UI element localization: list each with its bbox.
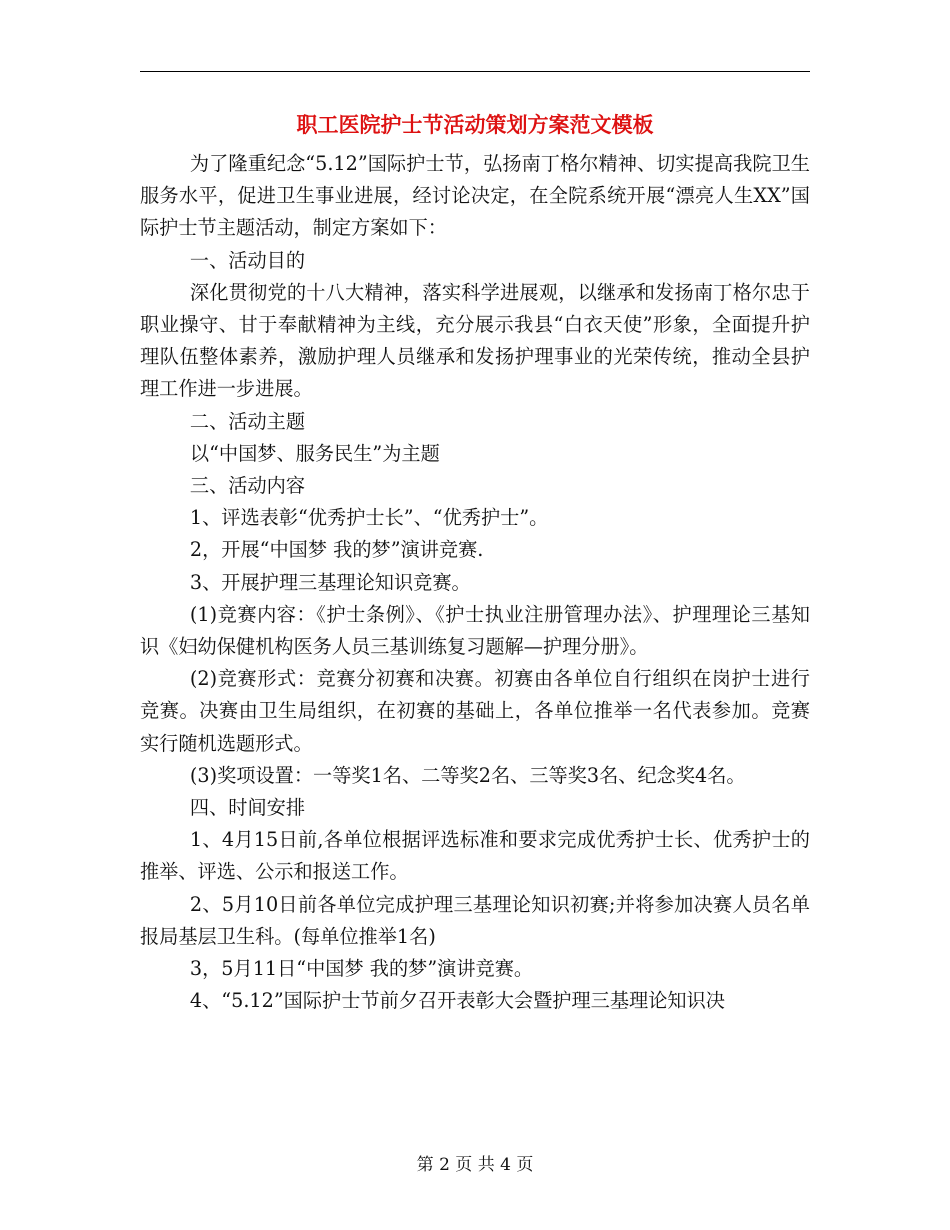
heading-purpose: 一、活动目的 xyxy=(189,248,306,272)
contest-content: (1)竞赛内容：《护士条例》、《护士执业注册管理办法》、护理理论三基知识《妇幼保健机构医务人员三基训练复习题解—护理分册》。 xyxy=(140,602,810,659)
schedule-item-1: 1、4月15日前,各单位根据评选标准和要求完成优秀护士长、优秀护士的推举、评选、公示和报送工作。 xyxy=(140,828,810,884)
content-item-3: 3、开展护理三基理论知识竞赛。 xyxy=(189,570,471,594)
heading-content: 三、活动内容 xyxy=(189,474,306,498)
header-rule xyxy=(140,71,810,72)
content-item-2: 2，开展“中国梦 我的梦”演讲竞赛. xyxy=(189,538,484,562)
heading-schedule: 四、时间安排 xyxy=(189,796,306,820)
contest-awards: (3)奖项设置：一等奖1名、二等奖2名、三等奖3名、纪念奖4名。 xyxy=(189,763,746,787)
paragraph-theme: 以“中国梦、服务民生”为主题 xyxy=(189,441,440,465)
schedule-item-3: 3，5月11日“中国梦 我的梦”演讲竞赛。 xyxy=(189,957,534,981)
heading-theme: 二、活动主题 xyxy=(189,409,306,433)
content-item-1: 1、评选表彰“优秀护士长”、“优秀护士”。 xyxy=(189,506,549,530)
page-number: 第 2 页 共 4 页 xyxy=(416,1155,534,1175)
paragraph-intro: 为了隆重纪念“5.12”国际护士节，弘扬南丁格尔精神、切实提高我院卫生服务水平，促进卫生事业进展，经讨论决定，在全院系统开展“漂亮人生XX”国际护士节主题活动，制定方案如下： xyxy=(140,152,810,240)
document-title: 职工医院护士节活动策划方案范文模板 xyxy=(296,112,654,137)
schedule-item-2: 2、5月10日前各单位完成护理三基理论知识初赛;并将参加决赛人员名单报局基层卫生科。(每单位推举1名) xyxy=(140,892,810,948)
document-body xyxy=(140,148,810,1017)
schedule-item-4: 4、“5.12”国际护士节前夕召开表彰大会暨护理三基理论知识决 xyxy=(189,989,725,1013)
contest-format: (2)竞赛形式：竞赛分初赛和决赛。初赛由各单位自行组织在岗护士进行竞赛。决赛由卫生局组织，在初赛的基础上，各单位推举一名代表参加。竞赛实行随机选题形式。 xyxy=(140,667,810,755)
paragraph-purpose: 深化贯彻党的十八大精神，落实科学进展观，以继承和发扬南丁格尔忠于职业操守、甘于奉献精神为主线，充分展示我县“白衣天使”形象，全面提升护理队伍整体素养，激励护理人员继承和发扬护理事业的光荣传统，推动全县护理工作进一步进展。 xyxy=(140,280,810,401)
